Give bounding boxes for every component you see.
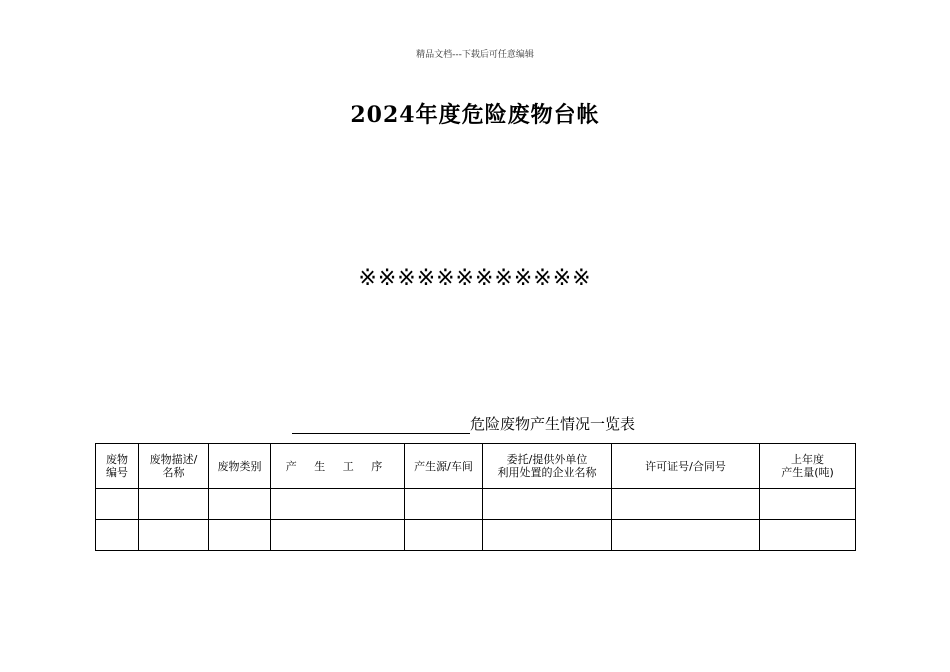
- table-cell[interactable]: [483, 489, 612, 520]
- table-cell[interactable]: [271, 520, 405, 551]
- table-cell[interactable]: [139, 520, 209, 551]
- table-cell[interactable]: [139, 489, 209, 520]
- table-cell[interactable]: [760, 520, 856, 551]
- table-cell[interactable]: [271, 489, 405, 520]
- table-header-row: [96, 444, 856, 489]
- table-heading-text: 危险废物产生情况一览表: [470, 415, 636, 433]
- column-header-waste-description: 废物描述/ 名称: [139, 444, 209, 489]
- table-cell[interactable]: [483, 520, 612, 551]
- column-header-last-year-output: 上年度 产生量(吨): [760, 444, 856, 489]
- table-cell[interactable]: [612, 520, 760, 551]
- column-header-license-contract-number: 许可证号/合同号: [612, 444, 760, 489]
- table-cell[interactable]: [405, 489, 483, 520]
- document-title: 2024年度危险废物台帐: [350, 102, 600, 128]
- table-cell[interactable]: [760, 489, 856, 520]
- table-cell[interactable]: [405, 520, 483, 551]
- table-row: [96, 520, 856, 551]
- column-header-production-process: 产 生 工 序: [271, 444, 405, 489]
- table-cell[interactable]: [209, 520, 271, 551]
- header-note: 精品文档---下载后可任意编辑: [416, 50, 534, 60]
- table-cell[interactable]: [612, 489, 760, 520]
- hazardous-waste-table: [95, 443, 856, 551]
- column-header-disposal-company: 委托/提供外单位 利用处置的企业名称: [483, 444, 612, 489]
- table-heading: [292, 410, 635, 434]
- column-header-source-workshop: 产生源/车间: [405, 444, 483, 489]
- column-header-waste-category: 废物类别: [209, 444, 271, 489]
- fill-in-blank-line[interactable]: [292, 413, 470, 434]
- column-header-waste-code: 废物 编号: [96, 444, 139, 489]
- table-cell[interactable]: [209, 489, 271, 520]
- table-cell[interactable]: [96, 520, 139, 551]
- table-row: [96, 489, 856, 520]
- placeholder-marks: ※※※※※※※※※※※※: [358, 266, 592, 291]
- table-cell[interactable]: [96, 489, 139, 520]
